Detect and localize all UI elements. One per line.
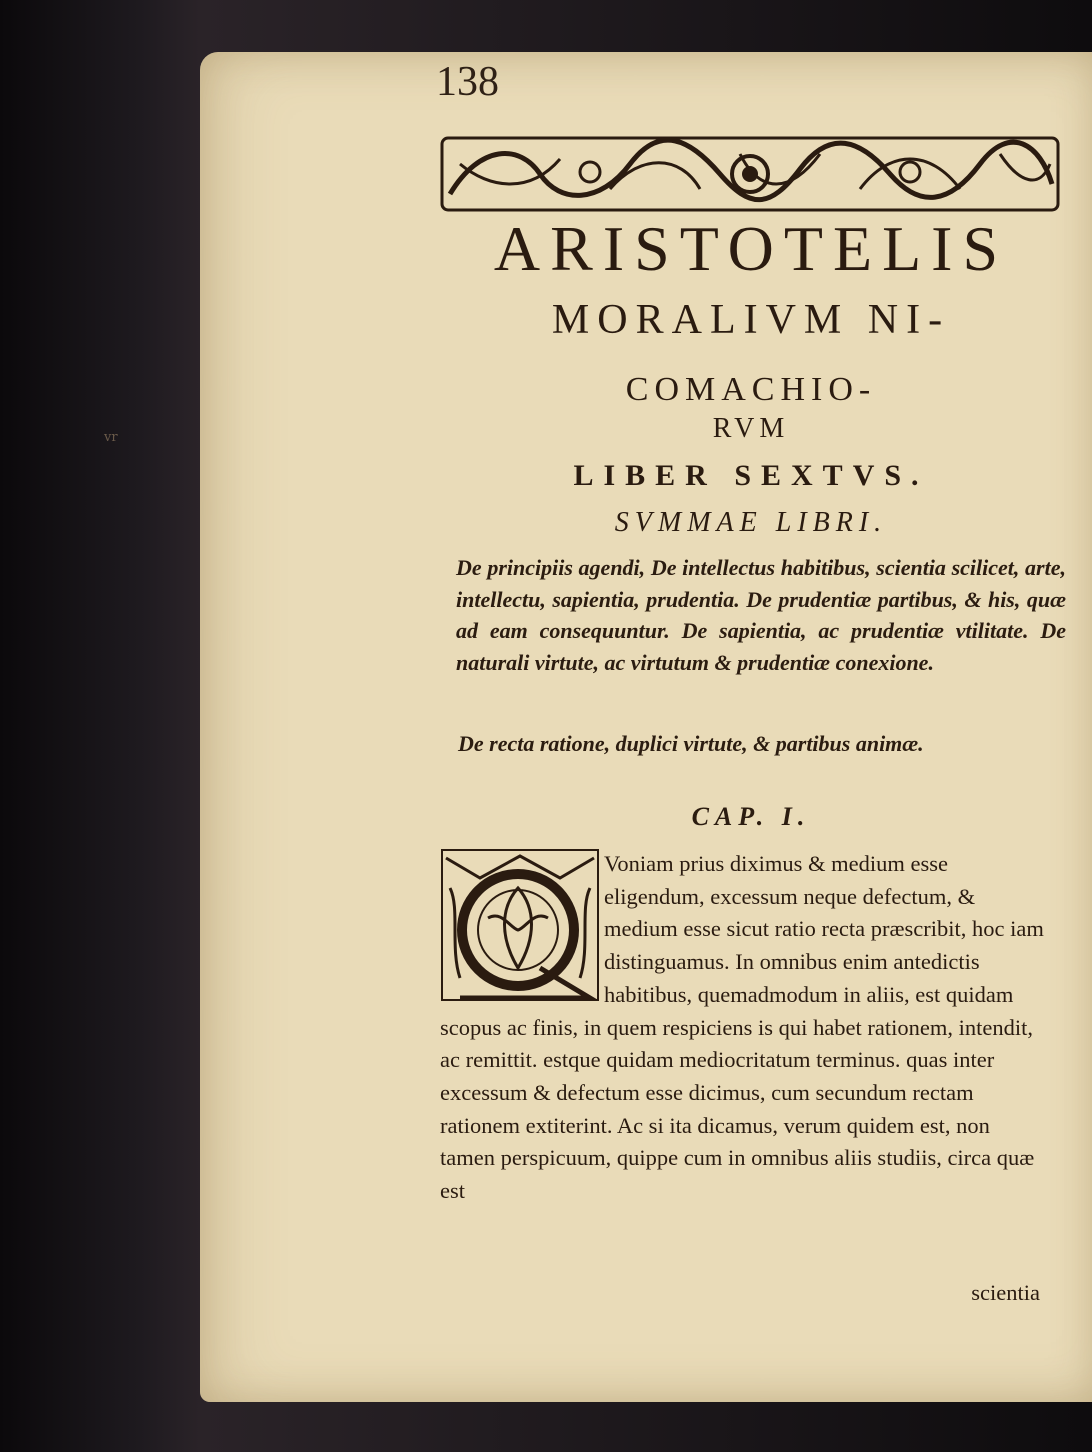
- title-line-5: LIBER SEXTVS.: [573, 459, 929, 492]
- title-line-2: MORALIVM NI-: [551, 297, 951, 343]
- body-text-block: [440, 848, 1044, 1208]
- book-page: [200, 52, 1092, 1402]
- initial-spacer: [440, 848, 604, 1008]
- margin-mark: vr: [104, 430, 118, 445]
- page-number: 138: [436, 59, 499, 105]
- title-line-4: RVM: [712, 413, 790, 444]
- title-line-3: COMACHIO-: [625, 371, 877, 408]
- title-line-1: ARISTOTELIS: [493, 213, 1009, 284]
- body-text: Voniam prius diximus & medium esse eligendum, excessum neque defectum, & medium esse sicut ratio recta præscribit, hoc iam distinguamus. In omnibus enim antedictis habitibus, quemadmodum in aliis, est quidam scopus ac finis, in quem respiciens is qui habet rationem, intendit, ac remittit. estque quidam mediocritatum terminus. quas inter excessum & defectum esse dicimus, cum secundum rectam rationem extiterint. Ac si ita dicamus, verum quidem est, non tamen perspicuum, quippe cum in omnibus aliis studiis, circa quæ est: [440, 851, 1044, 1204]
- summary-heading: SVMMAE LIBRI.: [614, 507, 888, 538]
- chapter-description: De recta ratione, duplici virtute, & partibus animæ.: [458, 731, 924, 756]
- foliage-band-icon: [440, 134, 1060, 214]
- catchword: scientia: [971, 1280, 1040, 1305]
- title-block: [436, 213, 1066, 511]
- summary-text: De principiis agendi, De intellectus habitibus, scientia scilicet, arte, intellectu, sapientia, prudentia. De prudentiæ partibus, & his, quæ ad eam consequuntur. De sapientia, ac prudentiæ vtilitate. De naturali virtute, ac virtutum & prudentiæ conexione.: [456, 555, 1066, 675]
- chapter-heading: CAP. I.: [691, 802, 811, 831]
